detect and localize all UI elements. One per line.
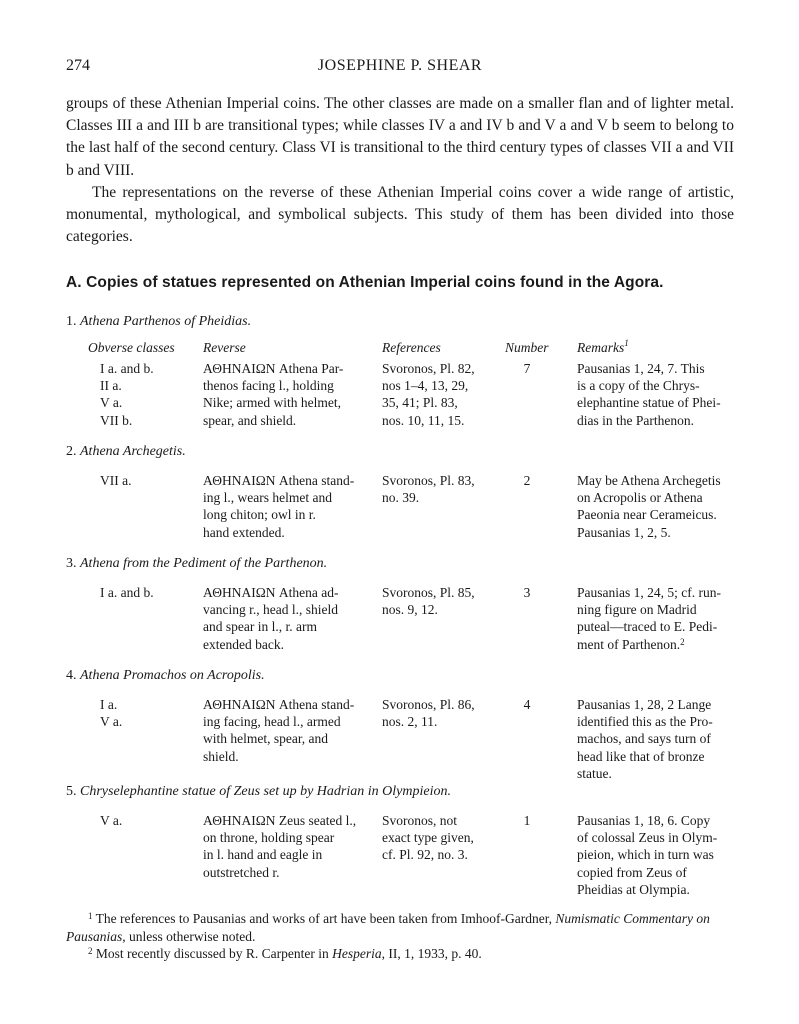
obverse-cell [100, 472, 190, 489]
cell-line: exact type given, [382, 830, 474, 846]
cell-line: Svoronos, not [382, 813, 458, 828]
references-cell [382, 812, 482, 864]
item-name: Athena from the Pediment of the Parthenon. [80, 556, 328, 571]
cell-line: on Acropolis or Athena [577, 490, 703, 506]
references-cell [382, 584, 482, 618]
col-remarks [577, 340, 629, 356]
cell-line: ΑΘΗΝΑΙΩΝ Athena ad- [203, 585, 339, 600]
cell-text: ment of Parthenon. [577, 636, 681, 652]
item-title [66, 556, 327, 572]
intro-paragraph-2: The representations on the reverse of these Athenian Imperial coins cover a wide range of artistic, monumental, mythological, and symbolical subjects. This study of them has been divided into those categories. [66, 183, 734, 246]
remarks-cell [577, 696, 733, 782]
obverse-cell [100, 360, 190, 429]
item-number: 1. [66, 314, 77, 329]
reverse-cell [203, 696, 363, 765]
cell-line: Svoronos, Pl. 82, [382, 361, 475, 376]
cell-line: copied from Zeus of [577, 864, 687, 880]
cell-line: is a copy of the Chrys- [577, 378, 700, 394]
item-name: Athena Archegetis. [80, 444, 186, 459]
footnote-italic: Numismatic Commentary on Pausanias [66, 911, 710, 944]
remarks-cell [577, 360, 733, 429]
cell-line: with helmet, spear, and [203, 731, 329, 747]
cell-line: and spear in l., r. arm [203, 619, 317, 635]
cell-line: ΑΘΗΝΑΙΩΝ Athena stand- [203, 697, 355, 712]
cell-line: VII b. [100, 412, 133, 428]
cell-line: spear, and shield. [203, 412, 297, 428]
obverse-cell [100, 584, 190, 601]
cell-line: ning figure on Madrid [577, 602, 697, 618]
cell-line: nos 1–4, 13, 29, [382, 378, 469, 394]
page-number: 274 [66, 57, 90, 74]
intro-paragraph-1: groups of these Athenian Imperial coins. The other classes are made on a smaller flan and of lighter metal. Classes III a and III b are transitional types; while classes IV a and IV b and V a and V b seem to belong to the last half of the second century. Class VI is transitional to the third century types of classes VII a and VII b and VIII. [66, 95, 734, 179]
references-cell [382, 360, 482, 429]
obverse-cell [100, 696, 190, 730]
cell-line: Nike; armed with helmet, [203, 395, 341, 411]
section-heading: A. Copies of statues represented on Athenian Imperial coins found in the Agora. [66, 274, 664, 291]
cell-line: Pheidias at Olympia. [577, 881, 690, 897]
cell-line: I a. [100, 697, 118, 712]
cell-line: nos. 9, 12. [382, 602, 438, 618]
cell-line: extended back. [203, 636, 284, 652]
cell-line: ing l., wears helmet and [203, 490, 332, 506]
cell-line: no. 39. [382, 490, 420, 506]
footnote-marker: 1 [88, 911, 93, 921]
cell-line: Pausanias 1, 24, 5; cf. run- [577, 585, 721, 600]
col-number: Number [505, 340, 549, 355]
footnote-ref: 1 [624, 338, 629, 348]
number-cell: 3 [523, 585, 531, 600]
running-title: JOSEPHINE P. SHEAR [317, 57, 483, 74]
cell-line: head like that of bronze [577, 748, 705, 764]
cell-line: ing facing, head l., armed [203, 714, 341, 730]
footnote [66, 910, 734, 945]
col-references: References [382, 340, 441, 355]
item-title [66, 668, 265, 684]
reverse-cell [203, 472, 363, 541]
reverse-cell [203, 584, 363, 653]
number-cell: 2 [523, 473, 531, 488]
references-cell [382, 472, 482, 506]
remarks-cell [577, 584, 733, 653]
cell-line: Svoronos, Pl. 85, [382, 585, 475, 600]
cell-line: vancing r., head l., shield [203, 602, 338, 618]
cell-line: V a. [100, 395, 123, 411]
cell-line: puteal—traced to E. Pedi- [577, 619, 718, 635]
cell-line: I a. and b. [100, 585, 154, 600]
cell-line: statue. [577, 765, 612, 781]
cell-line: I a. and b. [100, 361, 154, 376]
remarks-cell [577, 472, 733, 541]
item-number: 2. [66, 444, 77, 459]
footnote [66, 945, 734, 963]
cell-line: II a. [100, 378, 122, 394]
reverse-cell [203, 812, 363, 881]
footnote-text: Most recently discussed by R. Carpenter in [95, 946, 333, 961]
footnote-text: The references to Pausanias and works of art have been taken from Imhoof-Gardner, [95, 911, 556, 926]
column-headers [88, 340, 748, 358]
reverse-cell [203, 360, 363, 429]
cell-line: machos, and says turn of [577, 731, 711, 747]
running-header [66, 57, 734, 81]
cell-line: ΑΘΗΝΑΙΩΝ Zeus seated l., [203, 813, 357, 828]
footnote-italic: Hesperia [332, 946, 382, 961]
cell-line: dias in the Parthenon. [577, 412, 694, 428]
cell-line [577, 636, 733, 653]
cell-line: identified this as the Pro- [577, 714, 713, 730]
item-title [66, 784, 451, 800]
cell-line: Svoronos, Pl. 83, [382, 473, 475, 488]
cell-line: cf. Pl. 92, no. 3. [382, 847, 468, 863]
col-reverse: Reverse [203, 340, 246, 355]
col-remarks-label: Remarks [577, 340, 625, 355]
number-cell: 1 [523, 813, 531, 828]
item-number: 4. [66, 668, 77, 683]
item-title [66, 444, 186, 460]
cell-line: pieion, which in turn was [577, 847, 714, 863]
cell-line: Pausanias 1, 2, 5. [577, 524, 671, 540]
footnote-text: , II, 1, 1933, p. 40. [381, 946, 482, 961]
obverse-cell [100, 812, 190, 829]
cell-line: nos. 2, 11. [382, 714, 438, 730]
item-name: Chryselephantine statue of Zeus set up by Hadrian in Olympieion. [80, 784, 451, 799]
footnote-marker: 2 [88, 946, 93, 956]
cell-line: Pausanias 1, 24, 7. This [577, 361, 705, 376]
cell-line: Pausanias 1, 28, 2 Lange [577, 697, 712, 712]
cell-line: shield. [203, 748, 239, 764]
item-name: Athena Parthenos of Pheidias. [80, 314, 252, 329]
cell-line: on throne, holding spear [203, 830, 335, 846]
footnotes [66, 910, 734, 963]
item-name: Athena Promachos on Acropolis. [80, 668, 265, 683]
cell-line: elephantine statue of Phei- [577, 395, 721, 411]
cell-line: thenos facing l., holding [203, 378, 334, 394]
cell-line: ΑΘΗΝΑΙΩΝ Athena stand- [203, 473, 355, 488]
col-obverse: Obverse classes [88, 340, 175, 355]
footnote-ref: 2 [680, 636, 685, 647]
cell-line: of colossal Zeus in Olym- [577, 830, 718, 846]
item-number: 3. [66, 556, 77, 571]
cell-line: outstretched r. [203, 864, 280, 880]
cell-line: Pausanias 1, 18, 6. Copy [577, 813, 711, 828]
intro-text [66, 93, 734, 248]
number-cell: 7 [523, 361, 531, 376]
cell-line: 35, 41; Pl. 83, [382, 395, 458, 411]
cell-line: hand extended. [203, 524, 285, 540]
cell-line: long chiton; owl in r. [203, 507, 316, 523]
cell-line: V a. [100, 714, 123, 730]
number-cell: 4 [523, 697, 531, 712]
item-number: 5. [66, 784, 77, 799]
cell-line: ΑΘΗΝΑΙΩΝ Athena Par- [203, 361, 344, 376]
cell-line: nos. 10, 11, 15. [382, 412, 465, 428]
cell-line: Paeonia near Cerameicus. [577, 507, 717, 523]
item-title [66, 314, 251, 330]
footnote-text: , unless otherwise noted. [122, 928, 256, 944]
cell-line: in l. hand and eagle in [203, 847, 323, 863]
cell-line: V a. [100, 813, 123, 828]
cell-line: VII a. [100, 473, 132, 488]
cell-line: May be Athena Archegetis [577, 473, 721, 488]
references-cell [382, 696, 482, 730]
cell-line: Svoronos, Pl. 86, [382, 697, 475, 712]
remarks-cell [577, 812, 733, 898]
